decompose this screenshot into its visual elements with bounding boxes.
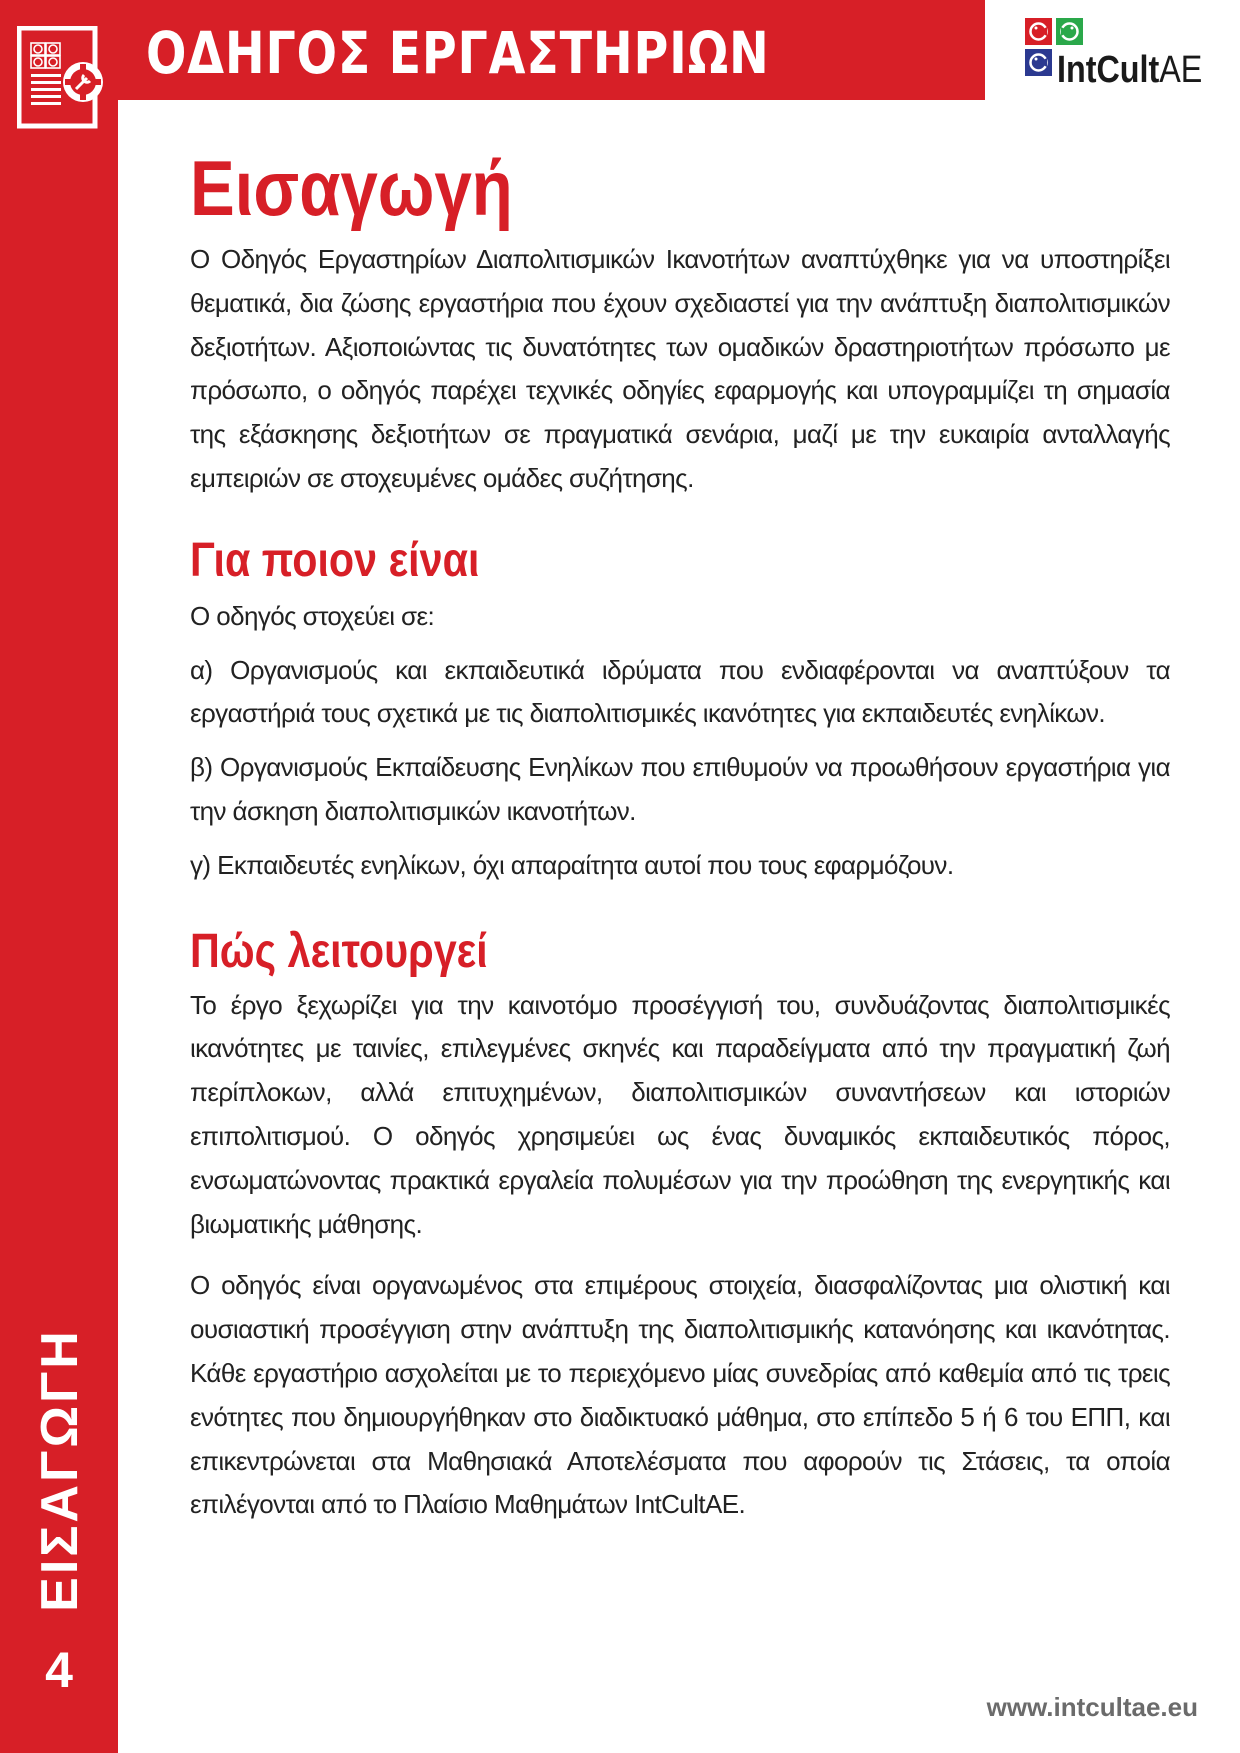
logo-text-bold: IntCult	[1057, 49, 1160, 91]
section-side-label-text: ΕΙΣΑΓΩΓΗ	[31, 1328, 89, 1612]
how-it-works-paragraph-2: Ο οδηγός είναι οργανωμένος στα επιμέρους στοιχεία, διασφαλίζοντας μια ολιστική και ουσιαστική προσέγγιση στην ανάπτυξη της διαπολιτισμικής κατανόησης και ικανότητας. Κάθε εργαστήριο ασχολείται με το περιεχόμενο μίας συνεδρίας από καθεμία από τις τρεις ενότητες που δημιουργήθηκαν στο διαδικτυακό μάθημα, στο επίπεδο 5 ή 6 του ΕΠΠ, και επικεντρώνεται στα Μαθησιακά Αποτελέσματα που αφορούν τις Στάσεις, τα οποία επιλέγονται από το Πλαίσιο Μαθημάτων IntCultAE.	[190, 1270, 1170, 1520]
logo-wordmark	[1057, 50, 1202, 90]
audience-item-b: β) Οργανισμούς Εκπαίδευσης Ενηλίκων που επιθυμούν να προωθήσουν εργαστήρια για την άσκηση διαπολιτισμικών ικανοτήτων.	[190, 752, 1170, 826]
intcultae-logo	[1025, 18, 1205, 91]
section-side-label	[30, 1328, 90, 1612]
section-heading-how-it-works: Πώς λειτουργεί	[190, 924, 488, 978]
face-icon	[1025, 18, 1052, 45]
page-title: Εισαγωγή	[190, 144, 513, 232]
main-content	[190, 140, 1170, 1527]
website-link[interactable]: www.intcultae.eu	[986, 1692, 1198, 1722]
how-it-works-paragraph-1: Το έργο ξεχωρίζει για την καινοτόμο προσέγγισή του, συνδυάζοντας διαπολιτισμικές ικανότητες με ταινίες, επιλεγμένες σκηνές και παραδείγματα από την πραγματική ζωή περίπλοκων, αλλά επιτυχημένων, διαπολιτισμικών συναντήσεων και ιστοριών επιπολιτισμού. Ο οδηγός χρησιμεύει ως ένας δυναμικός εκπαιδευτικός πόρος, ενσωματώνοντας πρακτικά εργαλεία πολυμέσων για την προώθηση της ενεργητικής και βιωματικής μάθησης.	[190, 989, 1170, 1239]
audience-item-a: α) Οργανισμούς και εκπαιδευτικά ιδρύματα που ενδιαφέρονται να αναπτύξουν τα εργαστήριά τους σχετικά με τις διαπολιτισμικές ικανότητες για εκπαιδευτές ενηλίκων.	[190, 654, 1170, 729]
face-icon	[1056, 18, 1083, 45]
face-icon	[1025, 49, 1052, 76]
page-number: 4	[45, 1642, 73, 1698]
guide-title: ΟΔΗΓΟΣ ΕΡΓΑΣΤΗΡΙΩΝ	[146, 19, 770, 87]
audience-intro: Ο οδηγός στοχεύει σε:	[190, 600, 435, 631]
section-heading-audience: Για ποιον είναι	[190, 533, 480, 587]
audience-item-c: γ) Εκπαιδευτές ενηλίκων, όχι απαραίτητα αυτοί που τους εφαρμόζουν.	[190, 849, 954, 880]
logo-text-light: AE	[1159, 49, 1203, 91]
intro-paragraph: Ο Οδηγός Εργαστηρίων Διαπολιτισμικών Ικανοτήτων αναπτύχθηκε για να υποστηρίξει θεματικά, δια ζώσης εργαστήρια που έχουν σχεδιαστεί για την ανάπτυξη διαπολιτισμικών δεξιοτήτων. Αξιοποιώντας τις δυνατότητες των ομαδικών δραστηριοτήτων πρόσωπο με πρόσωπο, ο οδηγός παρέχει τεχνικές οδηγίες εφαρμογής και υπογραμμίζει τη σημασία της εξάσκησης δεξιοτήτων σε πραγματικά σενάρια, μαζί με την ευκαιρία ανταλλαγής εμπειριών σε στοχευμένες ομάδες συζήτησης.	[190, 244, 1170, 493]
workshop-guide-icon	[17, 26, 103, 130]
